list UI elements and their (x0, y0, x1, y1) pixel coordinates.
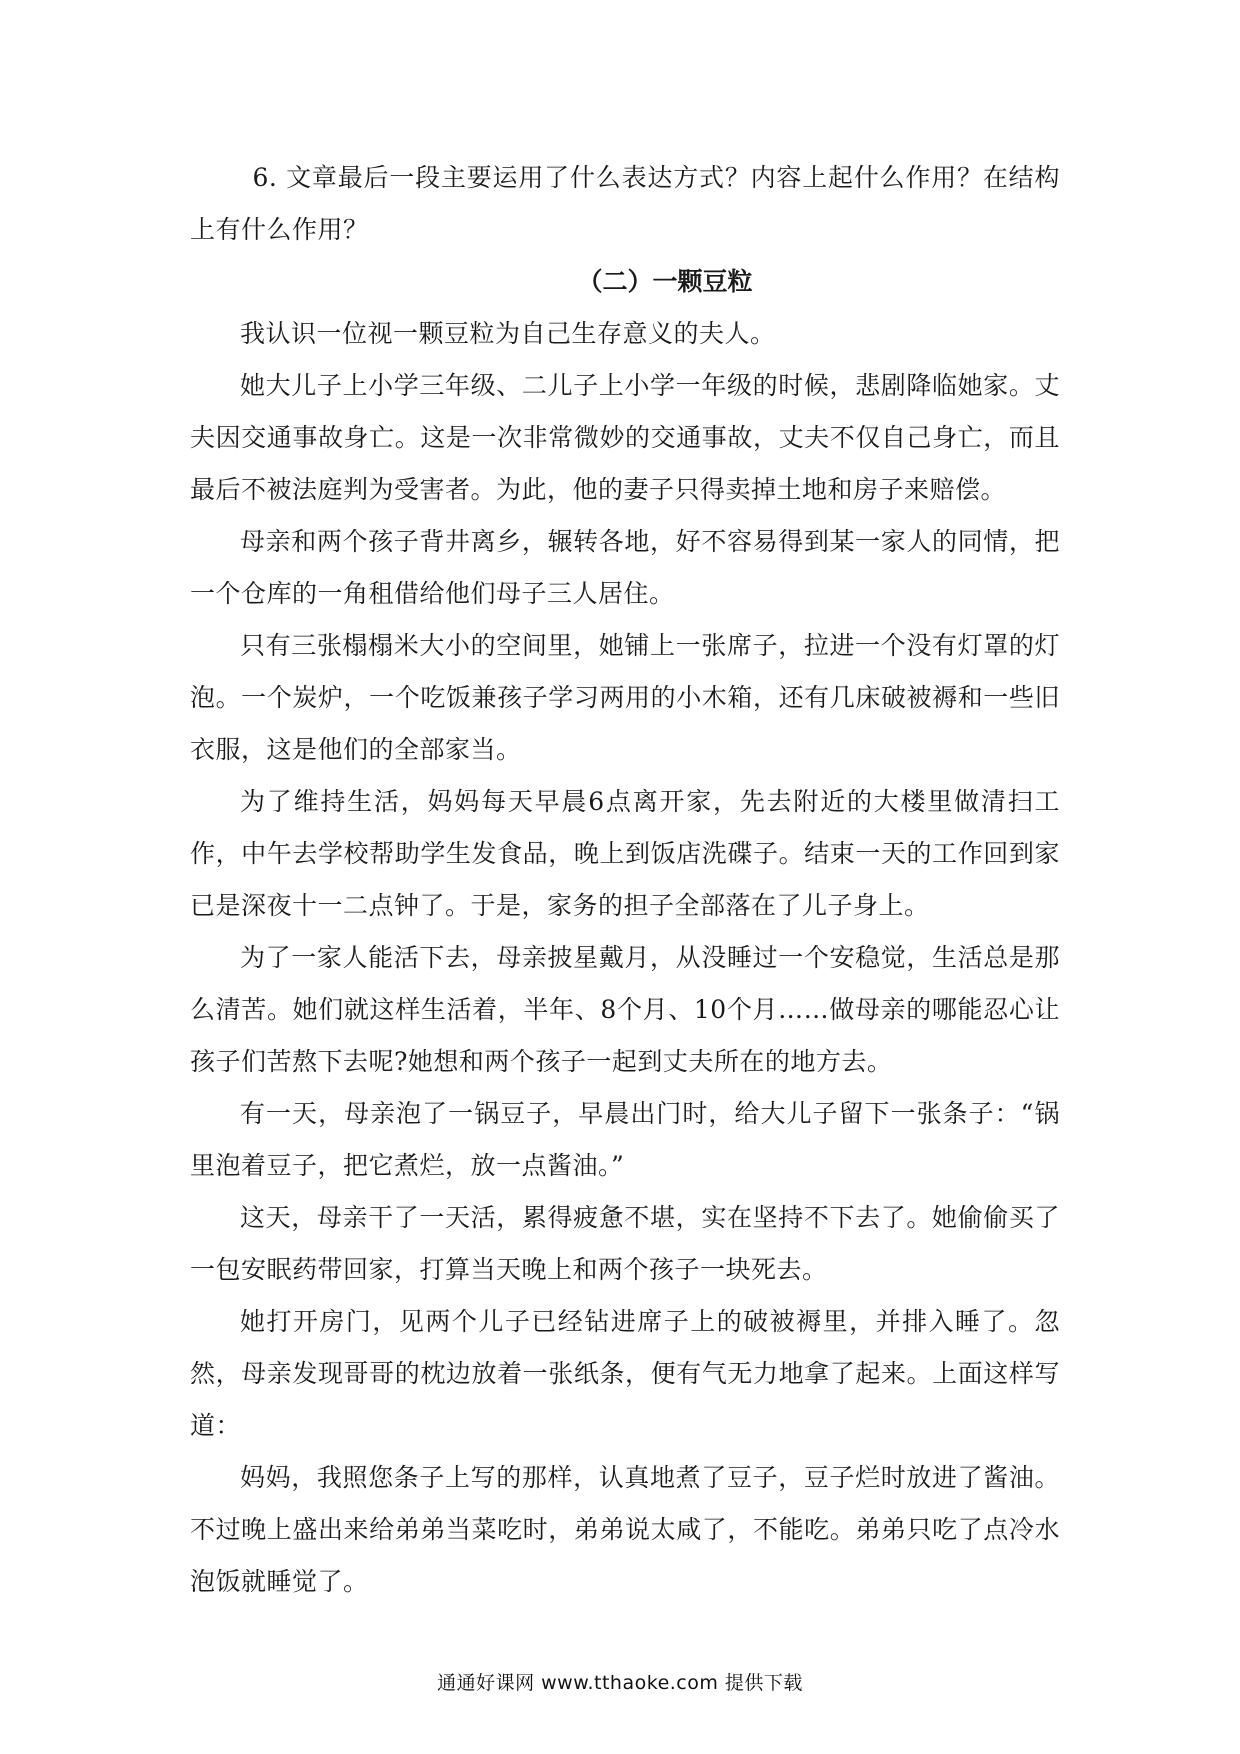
page-footer: 通通好课网 www.tthaoke.com 提供下载 (437, 1672, 803, 1694)
paragraph: 妈妈，我照您条子上写的那样，认真地煮了豆子，豆子烂时放进了酱油。不过晚上盛出来给弟弟当菜吃时，弟弟说太咸了，不能吃。弟弟只吃了点冷水泡饭就睡觉了。 (190, 1463, 1060, 1596)
question-6: 6. 文章最后一段主要运用了什么表达方式？内容上起什么作用？在结构上有什么作用？ (190, 163, 1060, 244)
paragraph: 她大儿子上小学三年级、二儿子上小学一年级的时候，悲剧降临她家。丈夫因交通事故身亡。这是一次非常微妙的交通事故，丈夫不仅自己身亡，而且最后不被法庭判为受害者。为此，他的妻子只得卖掉土地和房子来赔偿。 (190, 371, 1060, 504)
paragraph: 有一天，母亲泡了一锅豆子，早晨出门时，给大儿子留下一张条子：“锅里泡着豆子，把它煮烂，放一点酱油。” (190, 1099, 1060, 1180)
paragraph: 为了维持生活，妈妈每天早晨6点离开家，先去附近的大楼里做清扫工作，中午去学校帮助学生发食品，晚上到饭店洗碟子。结束一天的工作回到家已是深夜十一二点钟了。于是，家务的担子全部落在了儿子身上。 (190, 787, 1060, 920)
paragraph: 母亲和两个孩子背井离乡，辗转各地，好不容易得到某一家人的同情，把一个仓库的一角租借给他们母子三人居住。 (190, 527, 1060, 608)
document-body (190, 152, 1060, 1608)
section-title: （二）一颗豆粒 (577, 267, 753, 296)
paragraph: 这天，母亲干了一天活，累得疲惫不堪，实在坚持不下去了。她偷偷买了一包安眠药带回家，打算当天晚上和两个孩子一块死去。 (190, 1203, 1060, 1284)
paragraph: 我认识一位视一颗豆粒为自己生存意义的夫人。 (240, 319, 776, 348)
paragraph: 只有三张榻榻米大小的空间里，她铺上一张席子，拉进一个没有灯罩的灯泡。一个炭炉，一个吃饭兼孩子学习两用的小木箱，还有几床破被褥和一些旧衣服，这是他们的全部家当。 (190, 631, 1060, 764)
paragraph: 为了一家人能活下去，母亲披星戴月，从没睡过一个安稳觉，生活总是那么清苦。她们就这样生活着，半年、8个月、10个月……做母亲的哪能忍心让孩子们苦熬下去呢?她想和两个孩子一起到丈夫所在的地方去。 (190, 943, 1060, 1076)
paragraph: 她打开房门，见两个儿子已经钻进席子上的破被褥里，并排入睡了。忽然，母亲发现哥哥的枕边放着一张纸条，便有气无力地拿了起来。上面这样写道： (190, 1307, 1060, 1440)
